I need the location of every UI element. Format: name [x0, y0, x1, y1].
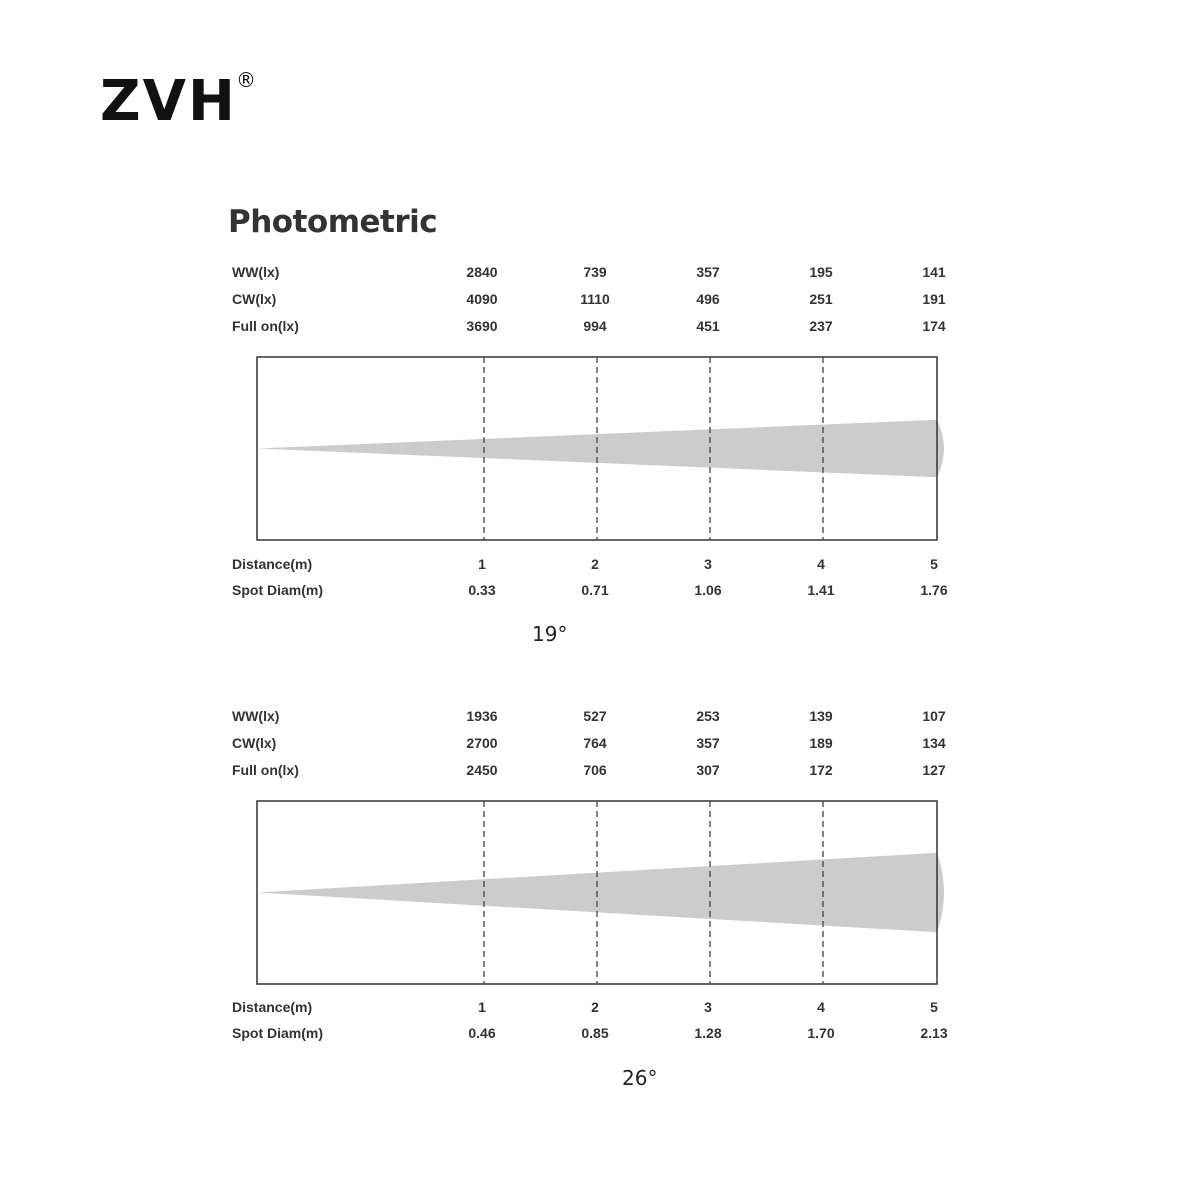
full-on-illuminance-value: 706: [583, 762, 607, 778]
distance-value: 5: [930, 556, 938, 572]
cw-illuminance-label: CW(lx): [232, 735, 277, 751]
ww-illuminance-value: 2840: [466, 264, 498, 280]
brand-logo: ZVH: [100, 69, 237, 134]
full-on-illuminance-value: 994: [583, 318, 607, 334]
diagram-frame: [257, 801, 937, 984]
ww-illuminance-value: 195: [809, 264, 833, 280]
ww-illuminance-value: 1936: [466, 708, 498, 724]
beam-angle-label: 19°: [532, 622, 568, 646]
full-on-illuminance-value: 172: [809, 762, 833, 778]
ww-illuminance-label: WW(lx): [232, 708, 280, 724]
cw-illuminance-value: 2700: [466, 735, 498, 751]
spot-diam-row: [0, 1025, 1200, 1043]
ww-illuminance-value: 107: [922, 708, 946, 724]
cw-illuminance-value: 357: [696, 735, 720, 751]
cw-illuminance-value: 134: [922, 735, 946, 751]
distance-value: 5: [930, 999, 938, 1015]
cw-illuminance-label: CW(lx): [232, 291, 277, 307]
distance-label: Distance(m): [232, 999, 313, 1015]
spot-diam-value: 1.76: [920, 582, 948, 598]
spot-diam-label: Spot Diam(m): [232, 582, 323, 598]
spot-diam-value: 0.46: [468, 1025, 496, 1041]
spot-diam-value: 1.70: [807, 1025, 835, 1041]
ww-illuminance-value: 139: [809, 708, 833, 724]
cw-illuminance-value: 764: [583, 735, 607, 751]
cw-illuminance-value: 496: [696, 291, 720, 307]
cw-illuminance-row: [0, 735, 1200, 753]
ww-illuminance-value: 739: [583, 264, 607, 280]
spot-diam-value: 2.13: [920, 1025, 948, 1041]
ww-illuminance-value: 357: [696, 264, 720, 280]
full-on-illuminance-value: 2450: [466, 762, 498, 778]
full-on-illuminance-value: 307: [696, 762, 720, 778]
spot-diam-value: 1.41: [807, 582, 835, 598]
full-on-illuminance-value: 237: [809, 318, 833, 334]
full-on-illuminance-value: 174: [922, 318, 946, 334]
distance-value: 3: [704, 556, 712, 572]
beam-angle-label: 26°: [622, 1066, 658, 1090]
cw-illuminance-row: [0, 291, 1200, 309]
spot-diam-label: Spot Diam(m): [232, 1025, 323, 1041]
spot-diam-value: 1.06: [694, 582, 722, 598]
distance-label: Distance(m): [232, 556, 313, 572]
cw-illuminance-value: 4090: [466, 291, 498, 307]
page-title: Photometric: [228, 204, 438, 240]
distance-value: 2: [591, 556, 599, 572]
spot-diam-value: 1.28: [694, 1025, 722, 1041]
spot-diam-value: 0.85: [581, 1025, 609, 1041]
full-on-illuminance-value: 127: [922, 762, 946, 778]
ww-illuminance-row: [0, 708, 1200, 726]
spot-diam-row: [0, 582, 1200, 600]
ww-illuminance-value: 253: [696, 708, 720, 724]
distance-row: [0, 556, 1200, 574]
distance-value: 2: [591, 999, 599, 1015]
light-beam: [257, 420, 944, 478]
full-on-illuminance-value: 3690: [466, 318, 498, 334]
ww-illuminance-row: [0, 264, 1200, 282]
light-beam: [257, 853, 944, 932]
spot-diam-value: 0.71: [581, 582, 609, 598]
cw-illuminance-value: 1110: [580, 291, 610, 307]
distance-value: 1: [478, 556, 486, 572]
full-on-illuminance-label: Full on(lx): [232, 318, 299, 334]
cw-illuminance-value: 191: [922, 291, 946, 307]
full-on-illuminance-row: [0, 318, 1200, 336]
cw-illuminance-value: 189: [809, 735, 833, 751]
distance-value: 4: [817, 556, 825, 572]
full-on-illuminance-value: 451: [696, 318, 720, 334]
cw-illuminance-value: 251: [809, 291, 833, 307]
spot-diam-value: 0.33: [468, 582, 496, 598]
ww-illuminance-value: 527: [583, 708, 607, 724]
ww-illuminance-value: 141: [922, 264, 946, 280]
full-on-illuminance-row: [0, 762, 1200, 780]
diagram-frame: [257, 357, 937, 540]
registered-mark: ®: [236, 68, 256, 92]
full-on-illuminance-label: Full on(lx): [232, 762, 299, 778]
distance-row: [0, 999, 1200, 1017]
distance-value: 3: [704, 999, 712, 1015]
distance-value: 1: [478, 999, 486, 1015]
distance-value: 4: [817, 999, 825, 1015]
ww-illuminance-label: WW(lx): [232, 264, 280, 280]
